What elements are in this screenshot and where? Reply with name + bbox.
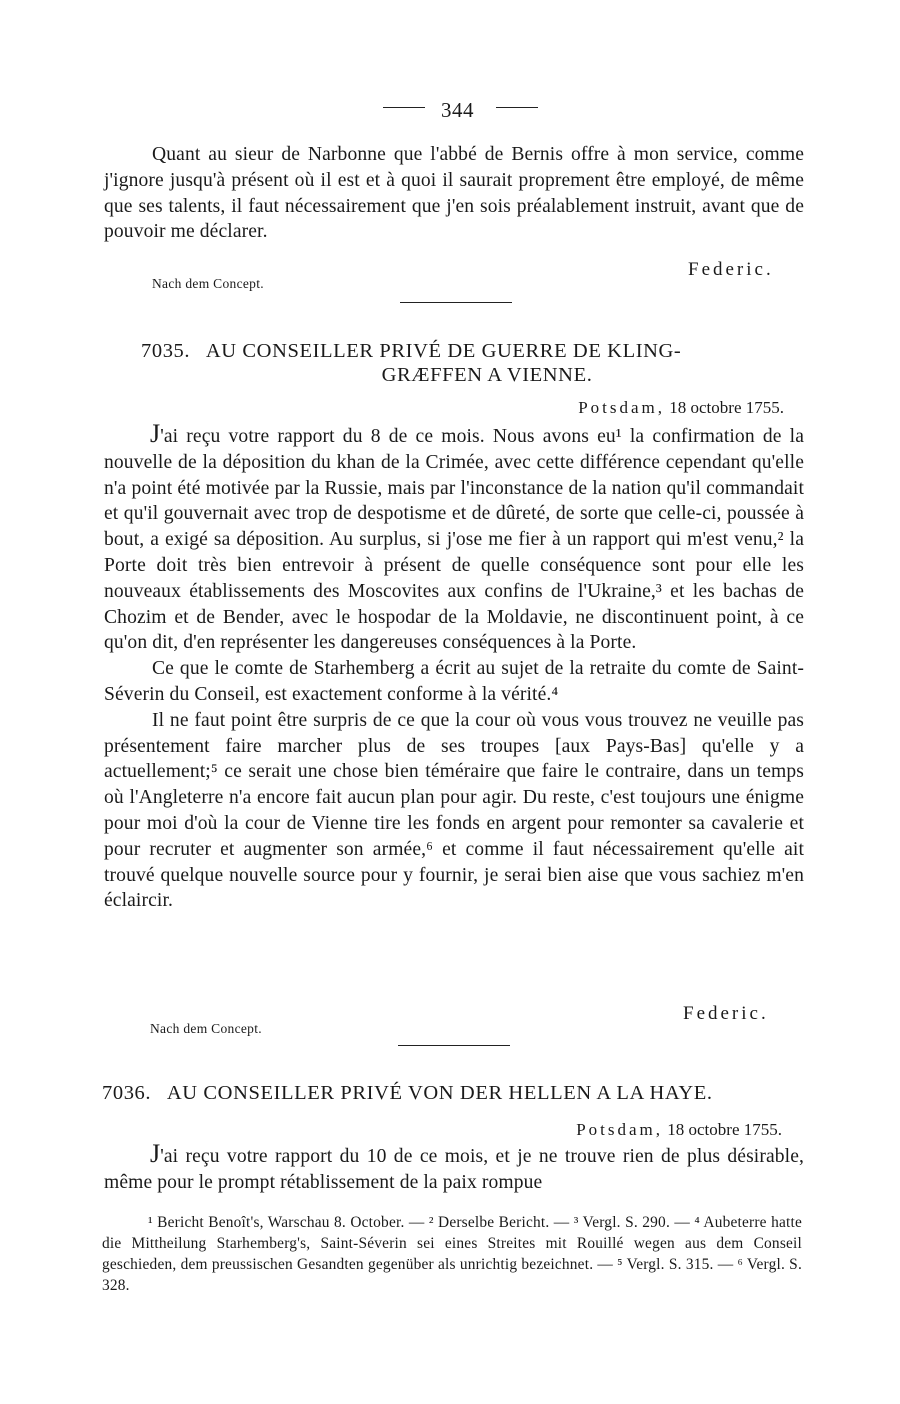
letter-7036-paragraph-1-text: 'ai reçu votre rapport du 10 de ce mois, et je ne trouve rien de plus désirable, même pour le prompt rétablissement de la paix rompue	[104, 1146, 804, 1193]
section-divider	[400, 302, 512, 303]
opening-source-note: Nach dem Concept.	[152, 276, 264, 291]
page-number: 344	[441, 98, 474, 122]
letter-7035-initial: J	[150, 419, 161, 448]
letter-7035-paragraph-1	[104, 419, 804, 656]
opening-signature: Federic.	[688, 259, 774, 280]
footnotes: ¹ Bericht Benoît's, Warschau 8. October. — ² Derselbe Bericht. — ³ Vergl. S. 290. — ⁴ Aubeterre hatte die Mittheilung Starhemberg's, Saint-Séverin sei eines Streites mit Rouillé wegen aus dem Conseil geschieden, dem preussischen Gesandten gegenüber als unrichtig bezeichnet. — ⁵ Vergl. S. 315. — ⁶ Vergl. S. 328.	[102, 1214, 802, 1294]
letter-7036-number: 7036.	[102, 1082, 152, 1104]
letter-7036-paragraph-1	[104, 1139, 804, 1196]
letter-7035-signature: Federic.	[683, 1003, 769, 1024]
letter-7036-initial: J	[150, 1139, 161, 1168]
page-header	[0, 98, 900, 124]
letter-7035-heading-line1: AU CONSEILLER PRIVÉ DE GUERRE DE KLING-	[205, 340, 682, 362]
letter-7036-dateline	[430, 1120, 782, 1140]
letter-7035-dateline	[440, 398, 784, 418]
letter-7035-body	[104, 419, 804, 914]
opening-paragraph-text: Quant au sieur de Narbonne que l'abbé de Bernis offre à mon service, comme j'ignore jusqu'à présent où il est et à quoi il saurait proprement être employé, de même que ses talents, il faut nécessairement que j'en sois préalablement instruit, avant que de pouvoir me déclarer.	[104, 144, 804, 243]
letter-7035-source-note: Nach dem Concept.	[150, 1021, 262, 1036]
letter-7036-date: 18 octobre 1755.	[667, 1120, 782, 1139]
letter-7035-heading	[141, 340, 781, 387]
opening-paragraph	[104, 142, 804, 245]
letter-7035-place: Potsdam,	[578, 398, 666, 417]
header-rule-left	[383, 107, 425, 108]
letter-7035-heading-line2: GRÆFFEN A VIENNE.	[381, 364, 593, 386]
letter-7035-paragraph-3: Il ne faut point être surpris de ce que la cour où vous vous trouvez ne veuille pas présentement faire marcher plus de ses troupes [aux Pays-Bas] qu'elle y a actuellement;⁵ ce serait une chose bien téméraire que faire le contraire, dans un temps où l'Angleterre n'a encore fait aucun plan pour agir. Du reste, c'est toujours une énigme pour moi d'où la cour de Vienne tire les fonds en argent pour remonter sa cavalerie et pour recruter et augmenter son armée,⁶ et comme il faut nécessairement qu'elle ait trouvé quelque nouvelle source pour y fournir, je serai bien aise que vous sachiez m'en éclaircir.	[104, 709, 804, 912]
section-divider-2	[398, 1045, 510, 1046]
letter-7036-body	[104, 1139, 804, 1196]
letter-7036-heading-text: AU CONSEILLER PRIVÉ VON DER HELLEN A LA HAYE.	[166, 1082, 713, 1104]
letter-7035-paragraph-1-text: 'ai reçu votre rapport du 8 de ce mois. Nous avons eu¹ la confirmation de la nouvelle de la déposition du khan de la Crimée, avec cette différence cependant qu'elle n'a point été motivée par la Russie, mais par l'inconstance de la nation qu'il commandait et qu'il gouvernait avec trop de despotisme et de dûreté, de sorte que celle-ci, poussée à bout, a exigé sa déposition. Au surplus, si j'ose me fier à un rapport qui m'est venu,² la Porte doit très bien entrevoir à présent de quelle conséquence sont pour elle les nouveaux établissements des Moscovites aux confins de l'Ukraine,³ et les bachas de Chozim et de Bender, avec le hospodar de la Moldavie, ne discontinuent point, à ce qu'on dit, d'en représenter les dangereuses conséquences à la Porte.	[104, 426, 804, 654]
letter-7036-place: Potsdam,	[576, 1120, 664, 1139]
letter-7035-number: 7035.	[141, 340, 191, 362]
letter-7035-paragraph-2: Ce que le comte de Starhemberg a écrit au sujet de la retraite du comte de Saint-Séverin du Conseil, est exactement conforme à la vérité.⁴	[104, 658, 804, 705]
letter-7036-heading	[102, 1082, 802, 1105]
header-rule-right	[496, 107, 538, 108]
letter-7035-date: 18 octobre 1755.	[669, 398, 784, 417]
